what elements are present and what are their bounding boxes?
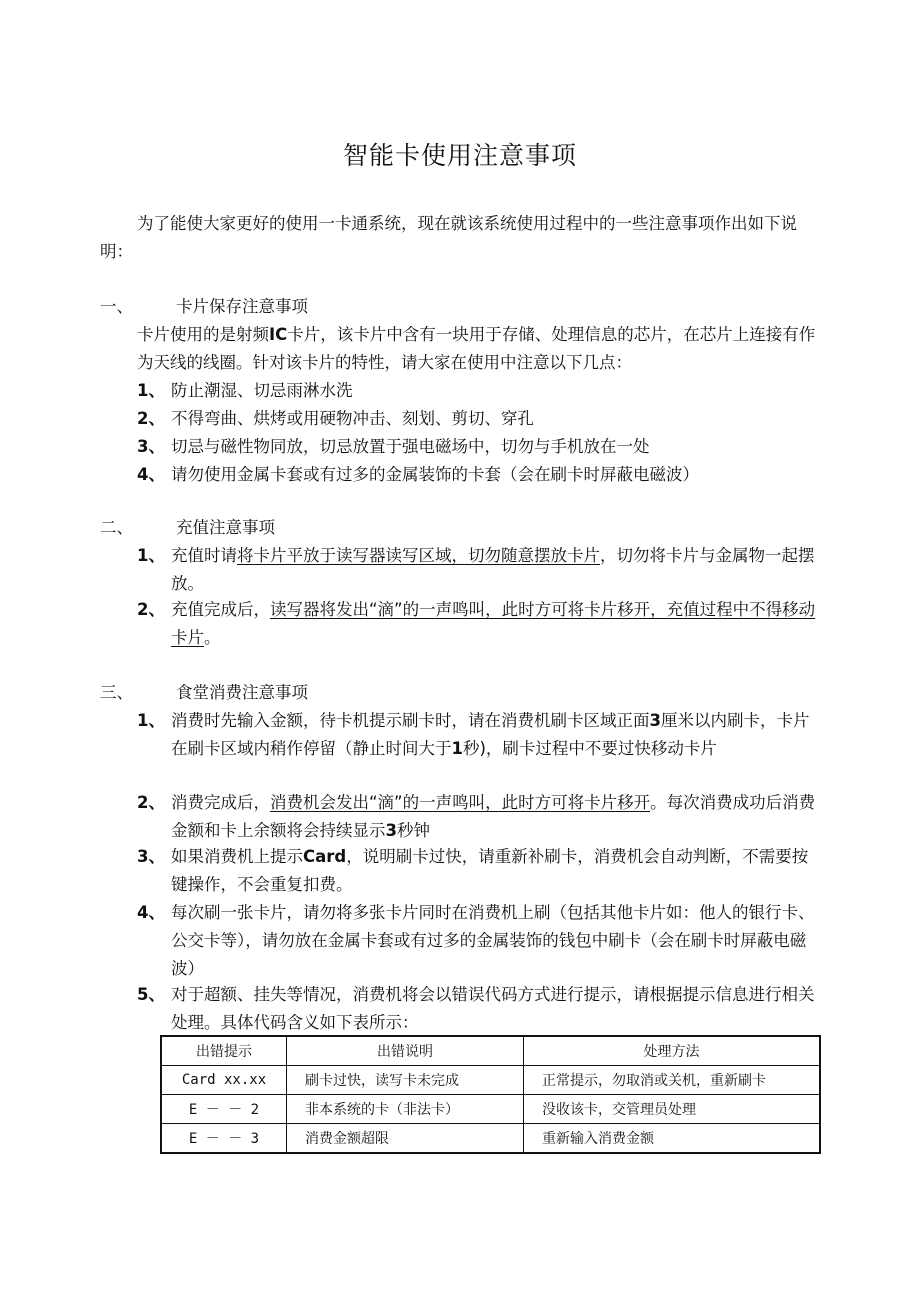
section-1-body: 卡片使用的是射频IC卡片，该卡片中含有一块用于存储、处理信息的芯片，在芯片上连接有作为天线的线圈。针对该卡片的特性，请大家在使用中注意以下几点： (137, 325, 816, 372)
list-item: 4、 请勿使用金属卡套或有过多的金属装饰的卡套（会在刷卡时屏蔽电磁波） (137, 465, 699, 484)
list-item: 2、 消费完成后，消费机会发出“滴”的一声鸣叫，此时方可将卡片移开。每次消费成功后消费金额和卡上余额将会持续显示3秒钟 (137, 793, 816, 840)
section-title: 食堂消费注意事项 (176, 683, 308, 702)
list-item: 4、 每次刷一张卡片，请勿将多张卡片同时在消费机上刷（包括其他卡片如：他人的银行卡、公交卡等），请勿放在金属卡套或有过多的金属装饰的钱包中刷卡（会在刷卡时屏蔽电磁波） (137, 903, 815, 978)
list-item: 5、 对于超额、挂失等情况，消费机将会以错误代码方式进行提示，请根据提示信息进行相关处理。具体代码含义如下表所示： (137, 985, 815, 1032)
table-cell: 消费金额超限 (287, 1124, 524, 1154)
table-row (161, 1066, 820, 1095)
list-item: 2、 不得弯曲、烘烤或用硬物冲击、刻划、剪切、穿孔 (137, 409, 534, 428)
section-1-heading (100, 293, 308, 321)
column-header: 出错说明 (287, 1036, 524, 1066)
section-title: 充值注意事项 (176, 518, 275, 537)
list-item: 3、 如果消费机上提示Card，说明刷卡过快，请重新补刷卡，消费机会自动判断，不需要按键操作，不会重复扣费。 (137, 847, 809, 894)
table-cell: 没收该卡，交管理员处理 (524, 1095, 821, 1124)
list-item: 3、 切忌与磁性物同放，切忌放置于强电磁场中，切勿与手机放在一处 (137, 437, 650, 456)
table-row (161, 1124, 820, 1154)
table-header-row (161, 1036, 820, 1066)
table-cell: 重新输入消费金额 (524, 1124, 821, 1154)
error-code-table (160, 1035, 821, 1154)
section-3-heading (100, 679, 308, 707)
column-header: 处理方法 (524, 1036, 821, 1066)
section-number: 二、 (100, 518, 133, 537)
table-cell: E － － 3 (161, 1124, 287, 1154)
list-item: 1、 防止潮湿、切忌雨淋水洗 (137, 381, 353, 400)
table-cell: 刷卡过快，读写卡未完成 (287, 1066, 524, 1095)
intro-paragraph: 为了能使大家更好的使用一卡通系统，现在就该系统使用过程中的一些注意事项作出如下说明： (100, 214, 797, 261)
section-number: 一、 (100, 297, 133, 316)
column-header: 出错提示 (161, 1036, 287, 1066)
list-item: 1、 消费时先输入金额，待卡机提示刷卡时，请在消费机刷卡区域正面3厘米以内刷卡，卡片在刷卡区域内稍作停留（静止时间大于1秒)，刷卡过程中不要过快移动卡片 (137, 711, 810, 758)
table-cell: 非本系统的卡（非法卡） (287, 1095, 524, 1124)
table-row (161, 1095, 820, 1124)
section-title: 卡片保存注意事项 (176, 297, 308, 316)
section-number: 三、 (100, 683, 133, 702)
section-2-heading (100, 514, 275, 542)
table-cell: E － － 2 (161, 1095, 287, 1124)
table-cell: 正常提示，勿取消或关机，重新刷卡 (524, 1066, 821, 1095)
list-item: 1、 充值时请将卡片平放于读写器读写区域，切勿随意摆放卡片，切勿将卡片与金属物一起摆放。 (137, 546, 815, 593)
list-item: 2、 充值完成后，读写器将发出“滴”的一声鸣叫，此时方可将卡片移开，充值过程中不得移动卡片。 (137, 600, 816, 647)
table-cell: Card xx.xx (161, 1066, 287, 1095)
page-title: 智能卡使用注意事项 (342, 141, 577, 170)
